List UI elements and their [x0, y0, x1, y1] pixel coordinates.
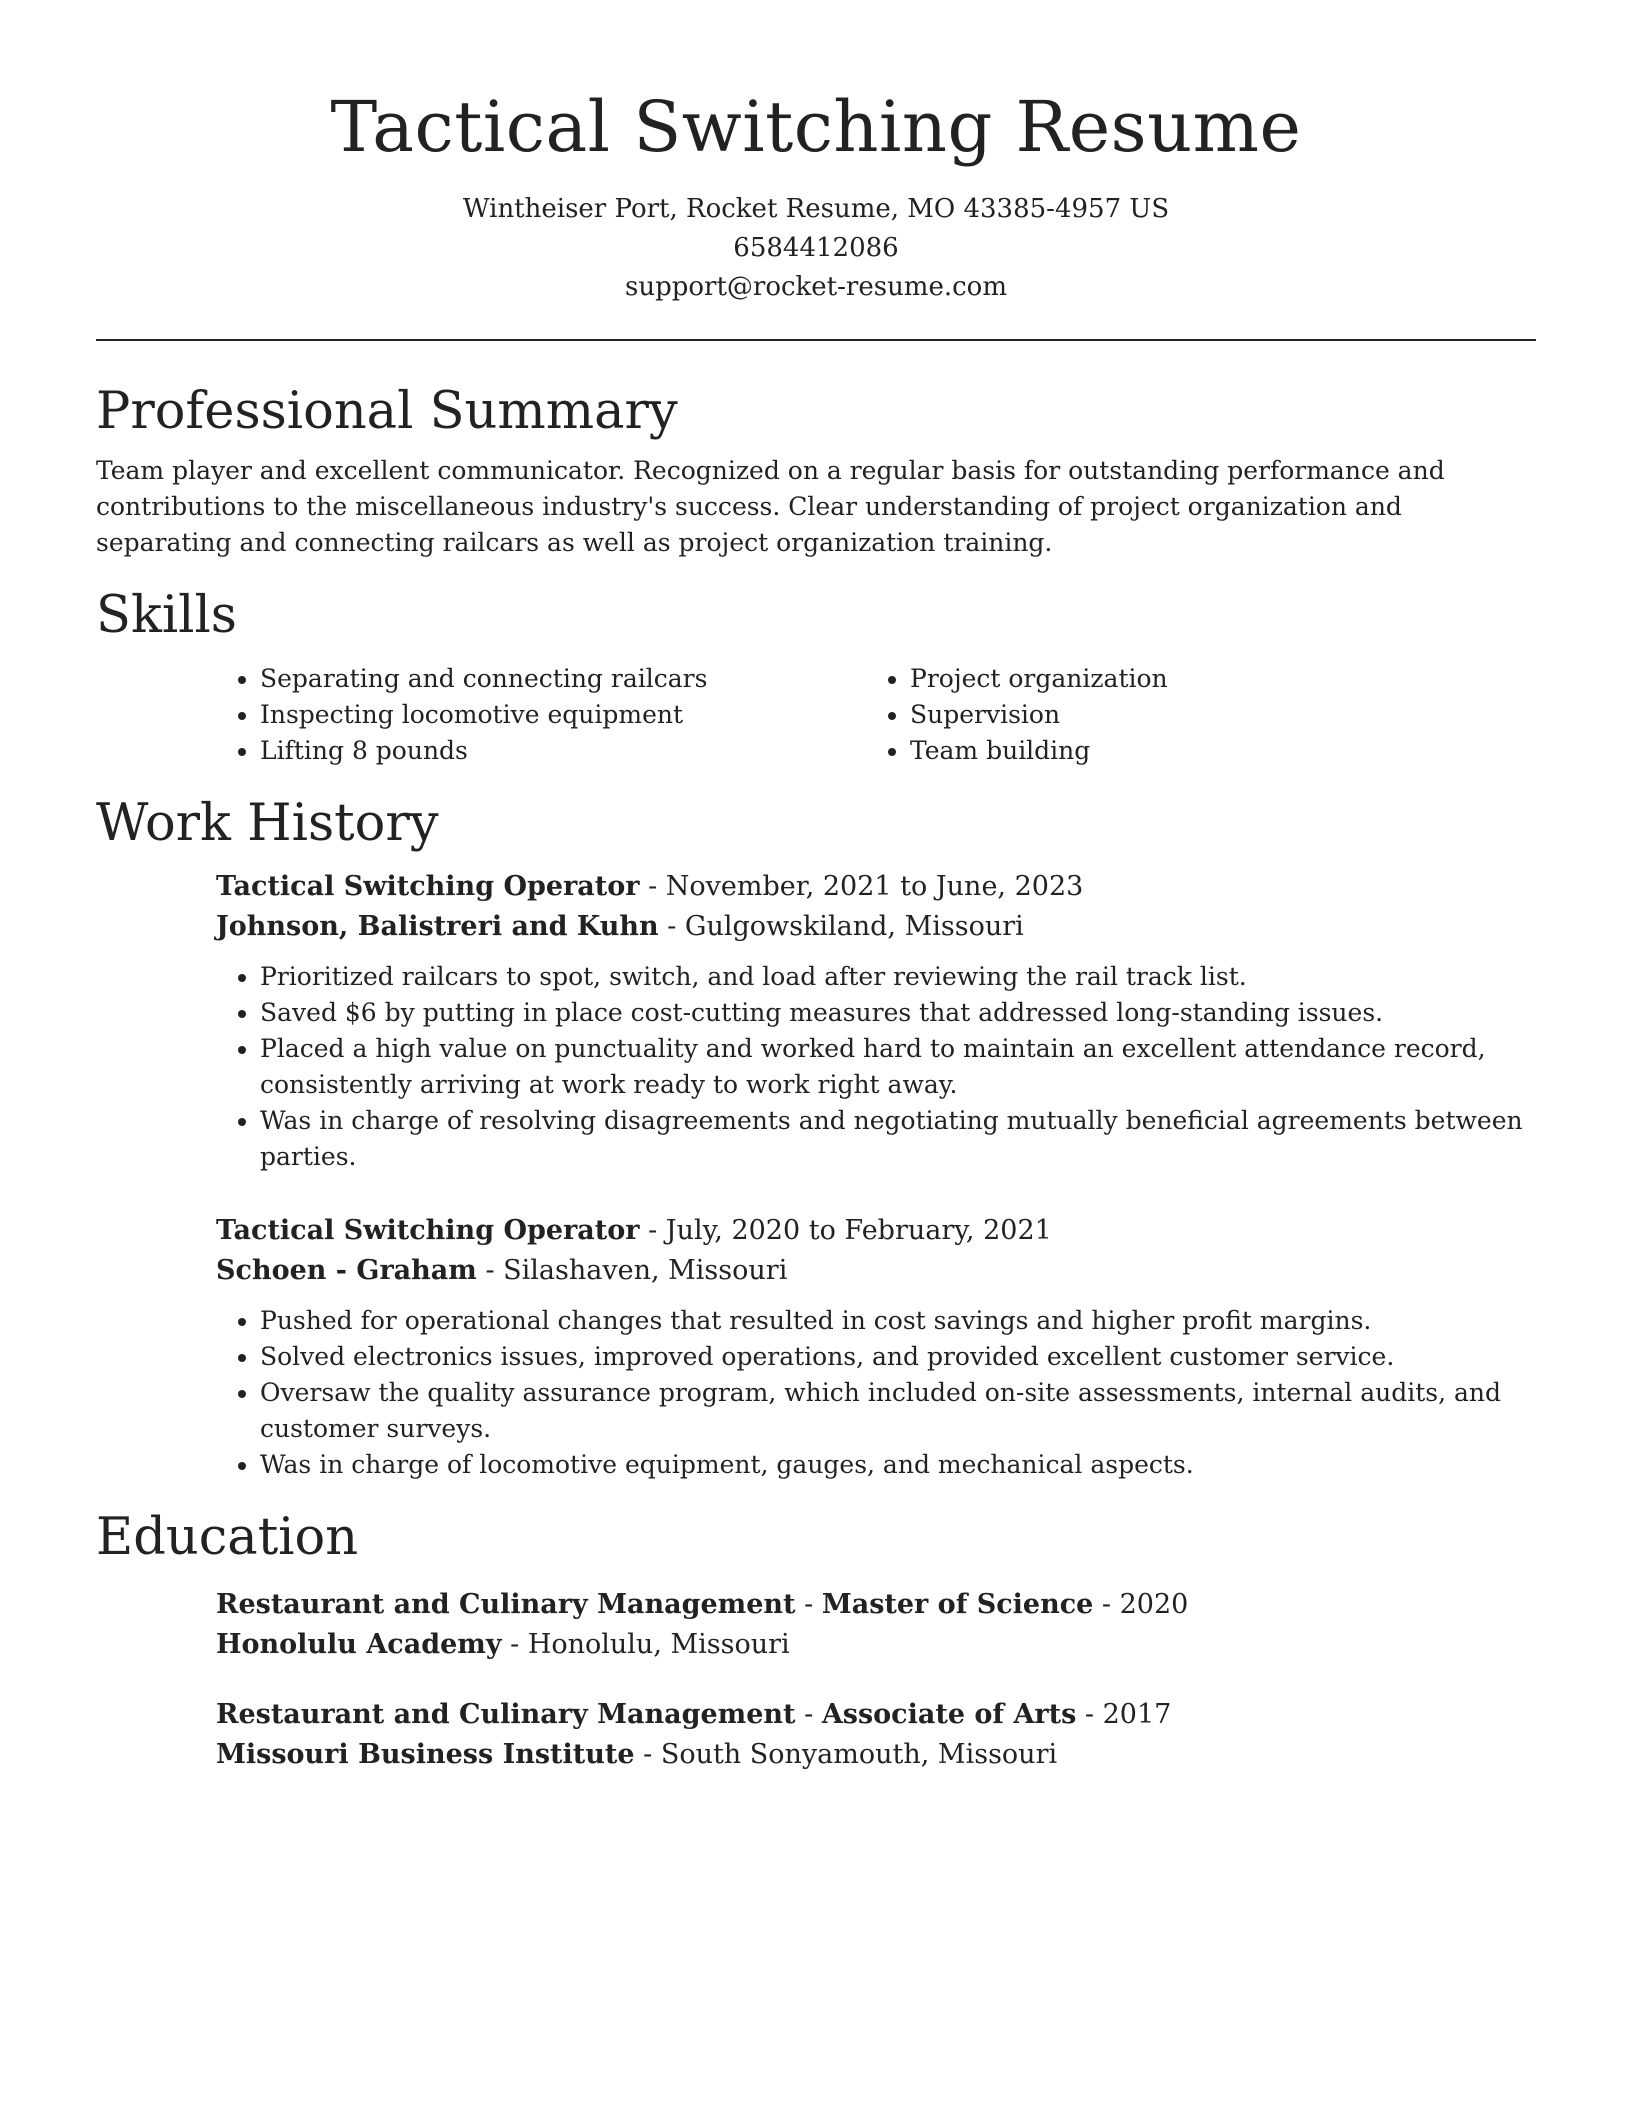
skills-column-left	[216, 661, 866, 769]
resume-header	[96, 82, 1536, 307]
job-company-line	[216, 1251, 1536, 1291]
education-degree-line: Restaurant and Culinary Management - Associate of Arts - 2017	[216, 1699, 1172, 1730]
skills-heading: Skills	[96, 586, 237, 645]
education-entry	[216, 1695, 1536, 1775]
education-school: Missouri Business Institute	[216, 1739, 635, 1770]
education-section	[96, 1503, 1536, 1775]
education-school: Honolulu Academy	[216, 1629, 502, 1660]
education-school-line	[216, 1625, 1536, 1665]
education-degree: Master of Science	[821, 1589, 1094, 1620]
summary-section	[96, 377, 1536, 561]
summary-text: Team player and excellent communicator. Recognized on a regular basis for outstanding performance and contributions to the miscellaneous industry's success. Clear understanding of project organization and separating and connecting railcars as well as project organization training.	[96, 456, 1445, 557]
job-location: - Silashaven, Missouri	[476, 1255, 788, 1286]
skill-item: • Lifting 8 pounds	[260, 733, 866, 769]
duty-item: • Pushed for operational changes that resulted in cost savings and higher profit margins.	[260, 1303, 1536, 1339]
duty-item: • Was in charge of resolving disagreements and negotiating mutually beneficial agreements between parties.	[260, 1103, 1536, 1175]
duty-item: • Saved $6 by putting in place cost-cutting measures that addressed long-standing issues.	[260, 995, 1536, 1031]
education-location: - Honolulu, Missouri	[501, 1629, 790, 1660]
header-divider	[96, 339, 1536, 341]
duty-item: • Placed a high value on punctuality and worked hard to maintain an excellent attendance record, consistently arriving at work ready to work right away.	[260, 1031, 1536, 1103]
work-history-heading: Work History	[96, 794, 439, 853]
job-company-line	[216, 907, 1536, 947]
job-company: Schoen - Graham	[216, 1255, 477, 1286]
skill-item: • Project organization	[910, 661, 1536, 697]
job-dates: - November, 2021 to June, 2023	[639, 871, 1084, 902]
duty-item: • Solved electronics issues, improved operations, and provided excellent customer service.	[260, 1339, 1536, 1375]
contact-info	[96, 190, 1536, 307]
duty-item: • Oversaw the quality assurance program, which included on-site assessments, internal audits, and customer surveys.	[260, 1375, 1536, 1447]
job-title-line	[216, 1211, 1536, 1251]
education-year: - 2017	[1076, 1699, 1172, 1730]
education-location: - South Sonyamouth, Missouri	[634, 1739, 1058, 1770]
duty-item: • Prioritized railcars to spot, switch, and load after reviewing the rail track list.	[260, 959, 1536, 995]
job-duties	[216, 1303, 1536, 1483]
education-year: - 2020	[1093, 1589, 1189, 1620]
education-degree: Associate of Arts	[821, 1699, 1077, 1730]
job-company: Johnson, Balistreri and Kuhn	[216, 911, 659, 942]
skills-column-right	[866, 661, 1536, 769]
email[interactable]: support@rocket-resume.com	[624, 272, 1007, 302]
job-location: - Gulgowskiland, Missouri	[658, 911, 1024, 942]
skill-item: • Separating and connecting railcars	[260, 661, 866, 697]
job-entry	[216, 1211, 1536, 1483]
job-duties	[216, 959, 1536, 1175]
education-degree-line: Restaurant and Culinary Management - Master of Science - 2020	[216, 1589, 1189, 1620]
education-field: Restaurant and Culinary Management	[216, 1589, 796, 1620]
skill-item: • Inspecting locomotive equipment	[260, 697, 866, 733]
education-entry	[216, 1585, 1536, 1665]
education-heading: Education	[96, 1508, 359, 1567]
job-entry	[216, 867, 1536, 1175]
work-history-section	[96, 789, 1536, 1483]
skill-item: • Supervision	[910, 697, 1536, 733]
skills-section	[96, 581, 1536, 769]
resume-title: Tactical Switching Resume	[330, 86, 1302, 168]
address: Wintheiser Port, Rocket Resume, MO 43385-4957 US	[462, 194, 1170, 224]
job-dates: - July, 2020 to February, 2021	[639, 1215, 1052, 1246]
duty-item: • Was in charge of locomotive equipment, gauges, and mechanical aspects.	[260, 1447, 1536, 1483]
skill-item: • Team building	[910, 733, 1536, 769]
job-position: Tactical Switching Operator	[216, 871, 640, 902]
education-field: Restaurant and Culinary Management	[216, 1699, 796, 1730]
job-title-line	[216, 867, 1536, 907]
job-position: Tactical Switching Operator	[216, 1215, 640, 1246]
skills-list	[216, 661, 1536, 769]
education-school-line	[216, 1735, 1536, 1775]
phone: 6584412086	[733, 233, 899, 263]
summary-heading: Professional Summary	[96, 382, 678, 441]
